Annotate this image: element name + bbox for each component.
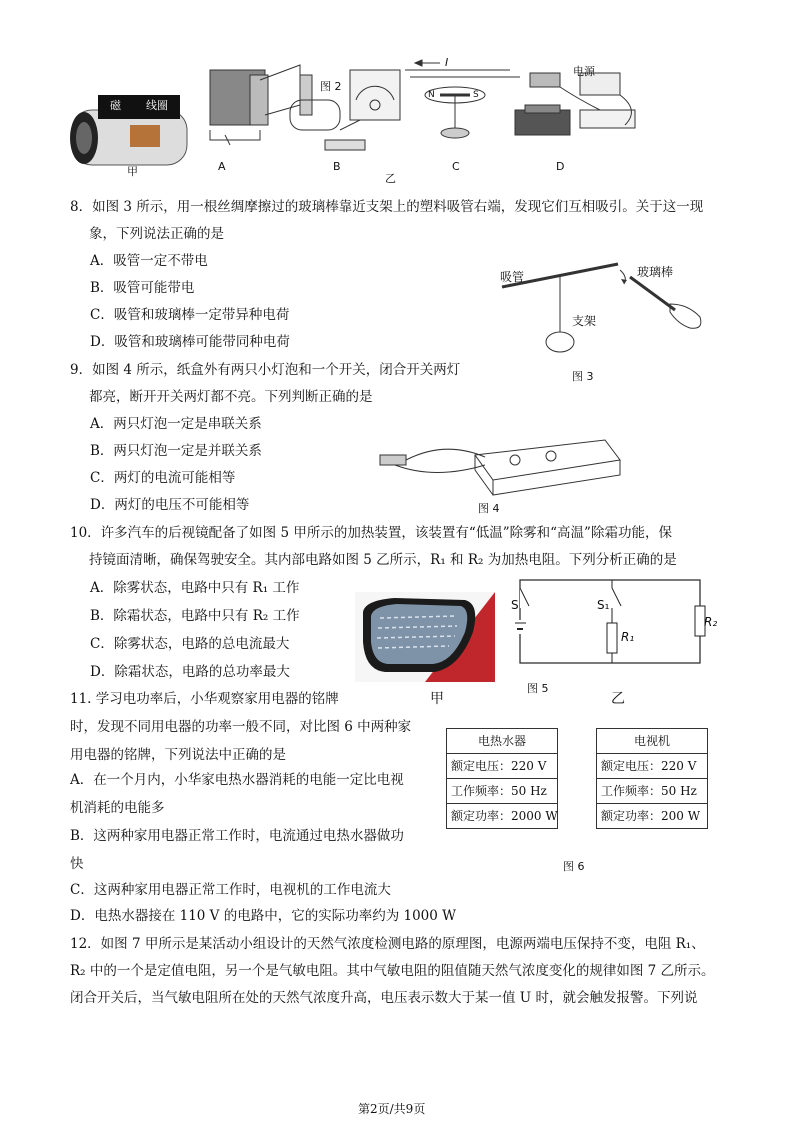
compass-s-label: S — [473, 90, 479, 100]
fig3-rod-label: 玻璃棒 — [637, 265, 674, 279]
fig5-r1-label: R₁ — [621, 630, 635, 644]
fig5-jia-label: 甲 — [430, 691, 444, 707]
fig5-s1-label: S₁ — [597, 598, 610, 612]
flashlight-figure — [70, 95, 187, 165]
q10-option-d: D．除霜状态，电路的总功率最大 — [90, 664, 290, 680]
q9-stem-line1: 9．如图 4 所示，纸盒外有两只小灯泡和一个开关，闭合开关两灯 — [70, 362, 461, 378]
q11-option-a-line1: A．在一个月内，小华家电热水器消耗的电能一定比电视 — [70, 772, 404, 788]
fig3-straw-diagram — [490, 252, 730, 362]
fig-d-label: D — [556, 160, 565, 173]
fig5-r2-label: R₂ — [704, 615, 718, 629]
tv-frequency: 工作频率：50 Hz — [597, 778, 707, 803]
heater-title: 电热水器 — [477, 734, 526, 748]
fig3-caption: 图 3 — [572, 370, 594, 383]
q10-option-b: B．除霜状态，电路中只有 R₂ 工作 — [90, 608, 300, 624]
q8-stem-line1: 8．如图 3 所示，用一根丝绸摩擦过的玻璃棒靠近支架上的塑料吸管右端，发现它们互相吸引。关于这一现 — [70, 199, 704, 215]
magnet-label: 磁 — [110, 99, 121, 112]
coil-label: 线圈 — [146, 99, 168, 112]
heater-nameplate — [446, 728, 558, 829]
q11-stem-line2: 时，发现不同用电器的功率一般不同，对比图 6 中两种家 — [70, 719, 412, 735]
q10-stem-line2: 持镜面清晰，确保驾驶安全。其内部电路如图 5 乙所示，R₁ 和 R₂ 为加热电阻。下列分析正确的是 — [89, 552, 677, 568]
heater-voltage: 额定电压：220 V — [447, 753, 557, 778]
compass-n-label: N — [428, 90, 435, 100]
q9-option-d: D．两灯的电压不可能相等 — [90, 497, 250, 513]
q11-stem-line3: 用电器的铭牌，下列说法中正确的是 — [70, 747, 286, 763]
tv-power: 额定功率：200 W — [597, 803, 707, 828]
fig3-stand-label: 支架 — [572, 314, 597, 328]
heater-frequency: 工作频率：50 Hz — [447, 778, 557, 803]
fig-a-label: A — [218, 160, 226, 173]
tv-nameplate — [596, 728, 708, 829]
q9-stem-line2: 都亮，断开开关两灯都不亮。下列判断正确的是 — [89, 389, 373, 405]
q12-line2: R₂ 中的一个是定值电阻，另一个是气敏电阻。其中气敏电阻的阻值随天然气浓度变化的规律如图 7 乙所示。 — [70, 963, 715, 979]
wire-compass-figure — [405, 60, 520, 138]
fig6-caption: 图 6 — [563, 860, 585, 873]
power-label: 电源 — [573, 65, 595, 78]
tv-title: 电视机 — [633, 734, 670, 748]
mirror-photo — [355, 592, 495, 682]
q12-line3: 闭合开关后，当气敏电阻所在处的天然气浓度升高，电压表示数大于某一值 U 时，就会触发报警。下列说 — [70, 990, 698, 1006]
fig-jia-label: 甲 — [127, 165, 138, 178]
generator-figure — [210, 65, 312, 145]
q9-option-a: A．两只灯泡一定是串联关系 — [90, 416, 262, 432]
q10-option-a: A．除雾状态，电路中只有 R₁ 工作 — [90, 580, 300, 596]
fig2-label: 图 2 — [320, 80, 342, 93]
q10-option-c: C．除雾状态，电路的总电流最大 — [90, 636, 290, 652]
fig5-circuit — [515, 578, 718, 668]
q8-stem-line2: 象，下列说法正确的是 — [89, 226, 224, 242]
fig3-straw-label: 吸管 — [500, 270, 525, 284]
fig4-caption: 图 4 — [478, 502, 500, 515]
q11-option-a-line2: 机消耗的电能多 — [70, 800, 165, 816]
q11-option-b-line1: B．这两种家用电器正常工作时，电流通过电热水器做功 — [70, 828, 404, 844]
current-label: I — [445, 56, 449, 69]
q10-stem-line1: 10．许多汽车的后视镜配备了如图 5 甲所示的加热装置，该装置有“低温”除雾和“高温”除霜功能，保 — [70, 525, 672, 541]
q8-option-b: B．吸管可能带电 — [90, 280, 195, 296]
tv-voltage: 额定电压：220 V — [597, 753, 707, 778]
q9-option-c: C．两灯的电流可能相等 — [90, 470, 236, 486]
fig5-s-label: S — [511, 598, 519, 612]
q11-stem-line1: 11. 学习电功率后，小华观察家用电器的铭牌 — [70, 691, 339, 707]
fig5-caption: 图 5 — [527, 682, 549, 695]
q8-option-a: A．吸管一定不带电 — [90, 253, 208, 269]
page-number: 第2页/共9页 — [358, 1102, 426, 1116]
fig4-box-diagram — [375, 435, 625, 500]
q12-line1: 12．如图 7 甲所示是某活动小组设计的天然气浓度检测电路的原理图，电源两端电压保持不变，电阻 R₁、 — [70, 936, 705, 952]
q9-option-b: B．两只灯泡一定是并联关系 — [90, 443, 262, 459]
q8-option-d: D．吸管和玻璃棒可能带同种电荷 — [90, 334, 290, 350]
heater-power: 额定功率：2000 W — [447, 803, 557, 828]
fig-b-label: B — [333, 160, 341, 173]
fig5-yi-label: 乙 — [611, 691, 625, 707]
fig-c-label: C — [452, 160, 460, 173]
q11-option-b-line2: 快 — [70, 856, 84, 872]
motor-figure — [515, 73, 635, 135]
q8-option-c: C．吸管和玻璃棒一定带异种电荷 — [90, 307, 290, 323]
q11-option-c: C．这两种家用电器正常工作时，电视机的工作电流大 — [70, 882, 391, 898]
q11-option-d: D．电热水器接在 110 V 的电路中，它的实际功率约为 1000 W — [70, 908, 457, 924]
fig-yi-label: 乙 — [385, 172, 396, 185]
